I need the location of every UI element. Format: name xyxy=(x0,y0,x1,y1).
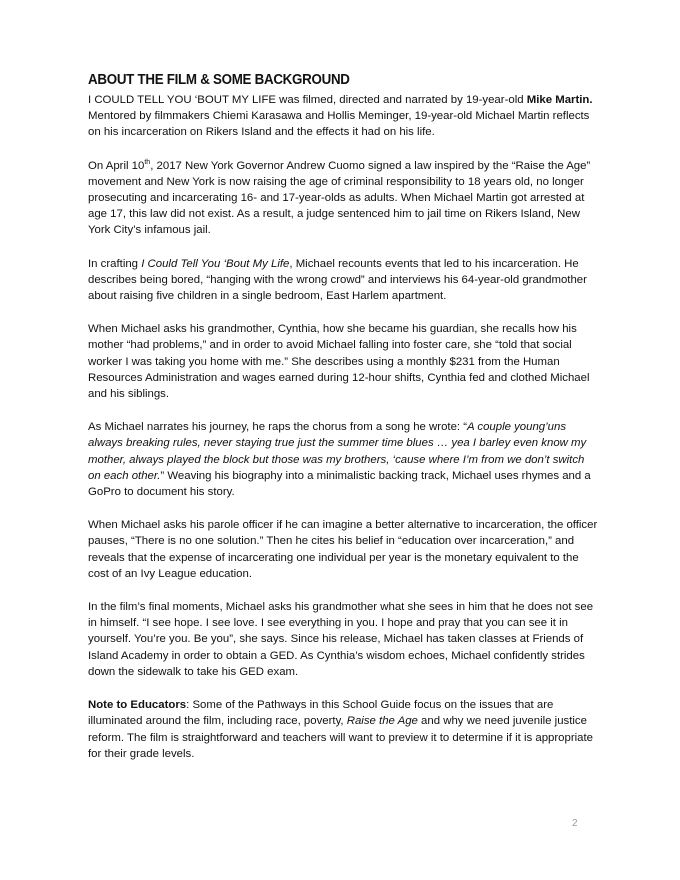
paragraph-intro xyxy=(88,92,598,141)
paragraph-note-to-educators xyxy=(88,697,598,762)
film-title: I Could Tell You ‘Bout My Life xyxy=(141,257,290,270)
document-body xyxy=(88,72,598,779)
summary-text-continued: , Michael recounts events that led to his incarceration. He describes being bored, “hanging with the wrong crowd” and interviews his 64-year-old grandmother about raising five children in a single bedroom, East Harlem apartment. xyxy=(88,257,587,303)
chorus-intro: As Michael narrates his journey, he raps the chorus from a song he wrote: “ xyxy=(88,421,468,434)
paragraph-parole-officer: When Michael asks his parole officer if he can imagine a better alternative to incarceration, the officer pauses, “There is no one solution.” Then he cites his belief in “education over incarceration,” and reveals that the expense of incarcerating one individual per year is the monetary equivalent to the cost of an Ivy League education. xyxy=(88,519,598,580)
page-number: 2 xyxy=(572,818,578,829)
law-text: , 2017 New York Governor Andrew Cuomo signed a law inspired by the “Raise the Age” movement and New York is now raising the age of criminal responsibility to 18 years old, no longer prosecuting and incarcerating 16- and 17-year-olds as adults. When Michael Martin got arrested at age 17, this law did not exist. As a result, a judge sentenced him to jail time on Rikers Island, New York City’s infamous jail. xyxy=(88,159,591,237)
paragraph-film-summary xyxy=(88,256,598,305)
paragraph-raise-the-age-law xyxy=(88,158,598,239)
paragraph-rap-chorus xyxy=(88,419,598,500)
summary-text: In crafting xyxy=(88,257,142,270)
intro-text: I COULD TELL YOU ‘BOUT MY LIFE was filmed, directed and narrated by 19-year-old xyxy=(88,94,527,106)
director-name: Mike Martin. xyxy=(526,94,593,106)
note-label: Note to Educators xyxy=(88,699,187,712)
ordinal-superscript: th xyxy=(144,158,151,166)
paragraph-final-moments: In the film’s final moments, Michael asks his grandmother what she sees in him that he does not see in himself. “I see hope. I see love. I see everything in you. I hope and pray that you can see it in yourself. You’re you. Be you”, she says. Since his release, Michael has taken classes at Friends of Island Academy in order to obtain a GED. As Cynthia’s wisdom echoes, Michael confidently strides down the sidewalk to take his GED exam. xyxy=(88,601,594,678)
note-text: : Some of the Pathways in this School Guide focus on the issues that are illuminated around the film, including race, poverty, xyxy=(88,699,554,728)
paragraph-grandmother: When Michael asks his grandmother, Cynthia, how she became his guardian, she recalls how his mother “had problems,” and in order to avoid Michael falling into foster care, she “told that social worker I was taking you home with me.” She describes using a monthly $231 from the Human Resources Administration and wages earned during 12-hour shifts, Cynthia fed and clothed Michael and his siblings. xyxy=(88,323,590,401)
chorus-lyric: A couple young’uns always breaking rules, never staying true just the summer time blues … yea I barley even know my mother, always played the block but those was my brothers, ‘cause where I’m from we don’t switch on each other. xyxy=(88,421,587,482)
raise-the-age-term: Raise the Age xyxy=(346,715,418,728)
section-heading: ABOUT THE FILM & SOME BACKGROUND xyxy=(88,72,350,88)
intro-text-continued: Mentored by filmmakers Chiemi Karasawa and Hollis Meminger, 19-year-old Michael Martin reflects on his incarceration on Rikers Island and the effects it had on his life. xyxy=(88,110,590,139)
law-date-text: On April 10 xyxy=(88,159,145,172)
chorus-outro: ” Weaving his biography into a minimalistic backing track, Michael uses rhymes and a GoPro to document his story. xyxy=(88,469,591,499)
note-text-continued: and why we need juvenile justice reform. The film is straightforward and teachers will want to preview it to determine if it is appropriate for their grade levels. xyxy=(88,715,593,760)
